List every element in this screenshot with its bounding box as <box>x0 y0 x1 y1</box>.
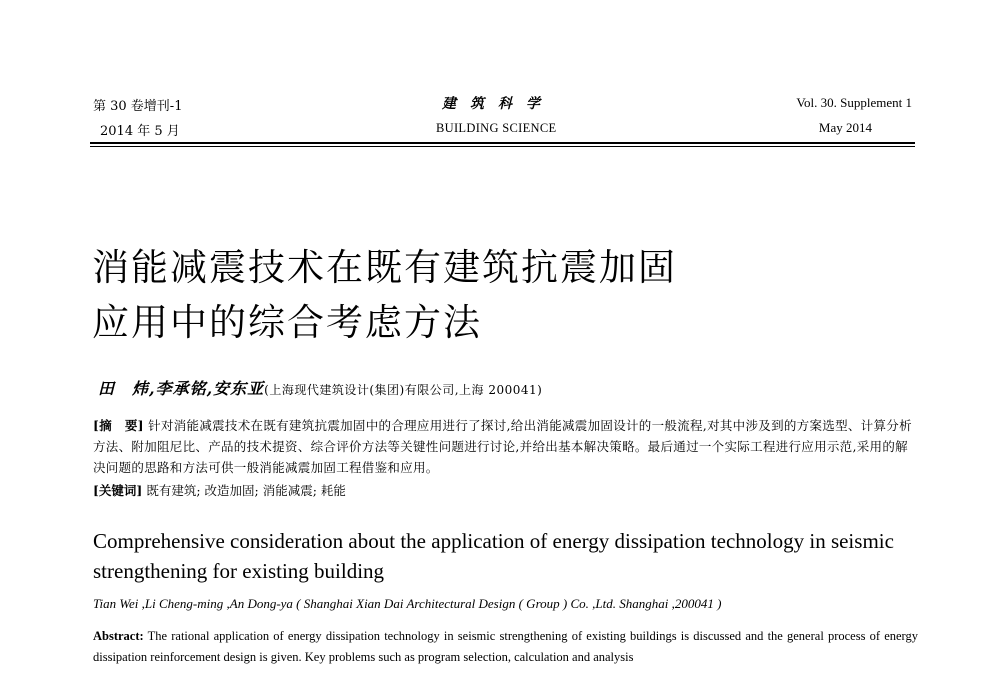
journal-name-cn: 建筑科学 <box>442 96 554 112</box>
abstract-cn <box>93 415 918 478</box>
abstract-en-label: Abstract: <box>93 629 144 643</box>
title-cn-line1: 消能减震技术在既有建筑抗震加固 <box>92 246 677 289</box>
publication-date-en: May 2014 <box>818 120 872 135</box>
publication-date-cn: 2014 年 5 月 <box>100 124 180 139</box>
volume-supplement: Vol. 30. Supplement 1 <box>796 95 912 110</box>
journal-name-en: BUILDING SCIENCE <box>436 121 557 135</box>
title-cn-line2: 应用中的综合考虑方法 <box>92 301 482 344</box>
authors-cn-line <box>98 376 542 399</box>
abstract-en-text: The rational application of energy dissipation technology in seismic strengthening of existing buildings is discussed and the general process of energy dissipation reinforcement design is given. Key problems such as program selection, calculation and analysis <box>93 629 918 664</box>
header-rule-thick <box>90 142 915 144</box>
affiliation-cn: (上海现代建筑设计(集团)有限公司,上海 200041) <box>264 383 543 397</box>
authors-cn: 田 炜,李承铭,安东亚 <box>98 379 265 398</box>
header-rule-thin <box>90 146 915 147</box>
abstract-cn-label: [摘 要] <box>93 418 144 433</box>
keywords-cn <box>93 481 346 499</box>
abstract-en <box>93 626 918 668</box>
keywords-cn-label: [关键词] <box>93 483 143 498</box>
title-en: Comprehensive consideration about the application of energy dissipation technology in seismic strengthening for existing building <box>93 529 894 583</box>
keywords-cn-text: 既有建筑; 改造加固; 消能减震; 耗能 <box>146 483 346 498</box>
abstract-cn-text: 针对消能减震技术在既有建筑抗震加固中的合理应用进行了探讨,给出消能减震加固设计的一般流程,对其中涉及到的方案选型、计算分析方法、附加阻尼比、产品的技术提资、综合评价方法等关键性问题进行讨论,并给出基本解决策略。最后通过一个实际工程进行应用示范,采用的解决问题的思路和方法可供一般消能减震加固工程借鉴和应用。 <box>93 418 912 475</box>
authors-en: Tian Wei ,Li Cheng-ming ,An Dong-ya ( Shanghai Xian Dai Architectural Design ( Group ) Co. ,Ltd. Shanghai ,200041 ) <box>93 596 722 611</box>
volume-issue: 第 30 卷增刊-1 <box>93 99 183 114</box>
